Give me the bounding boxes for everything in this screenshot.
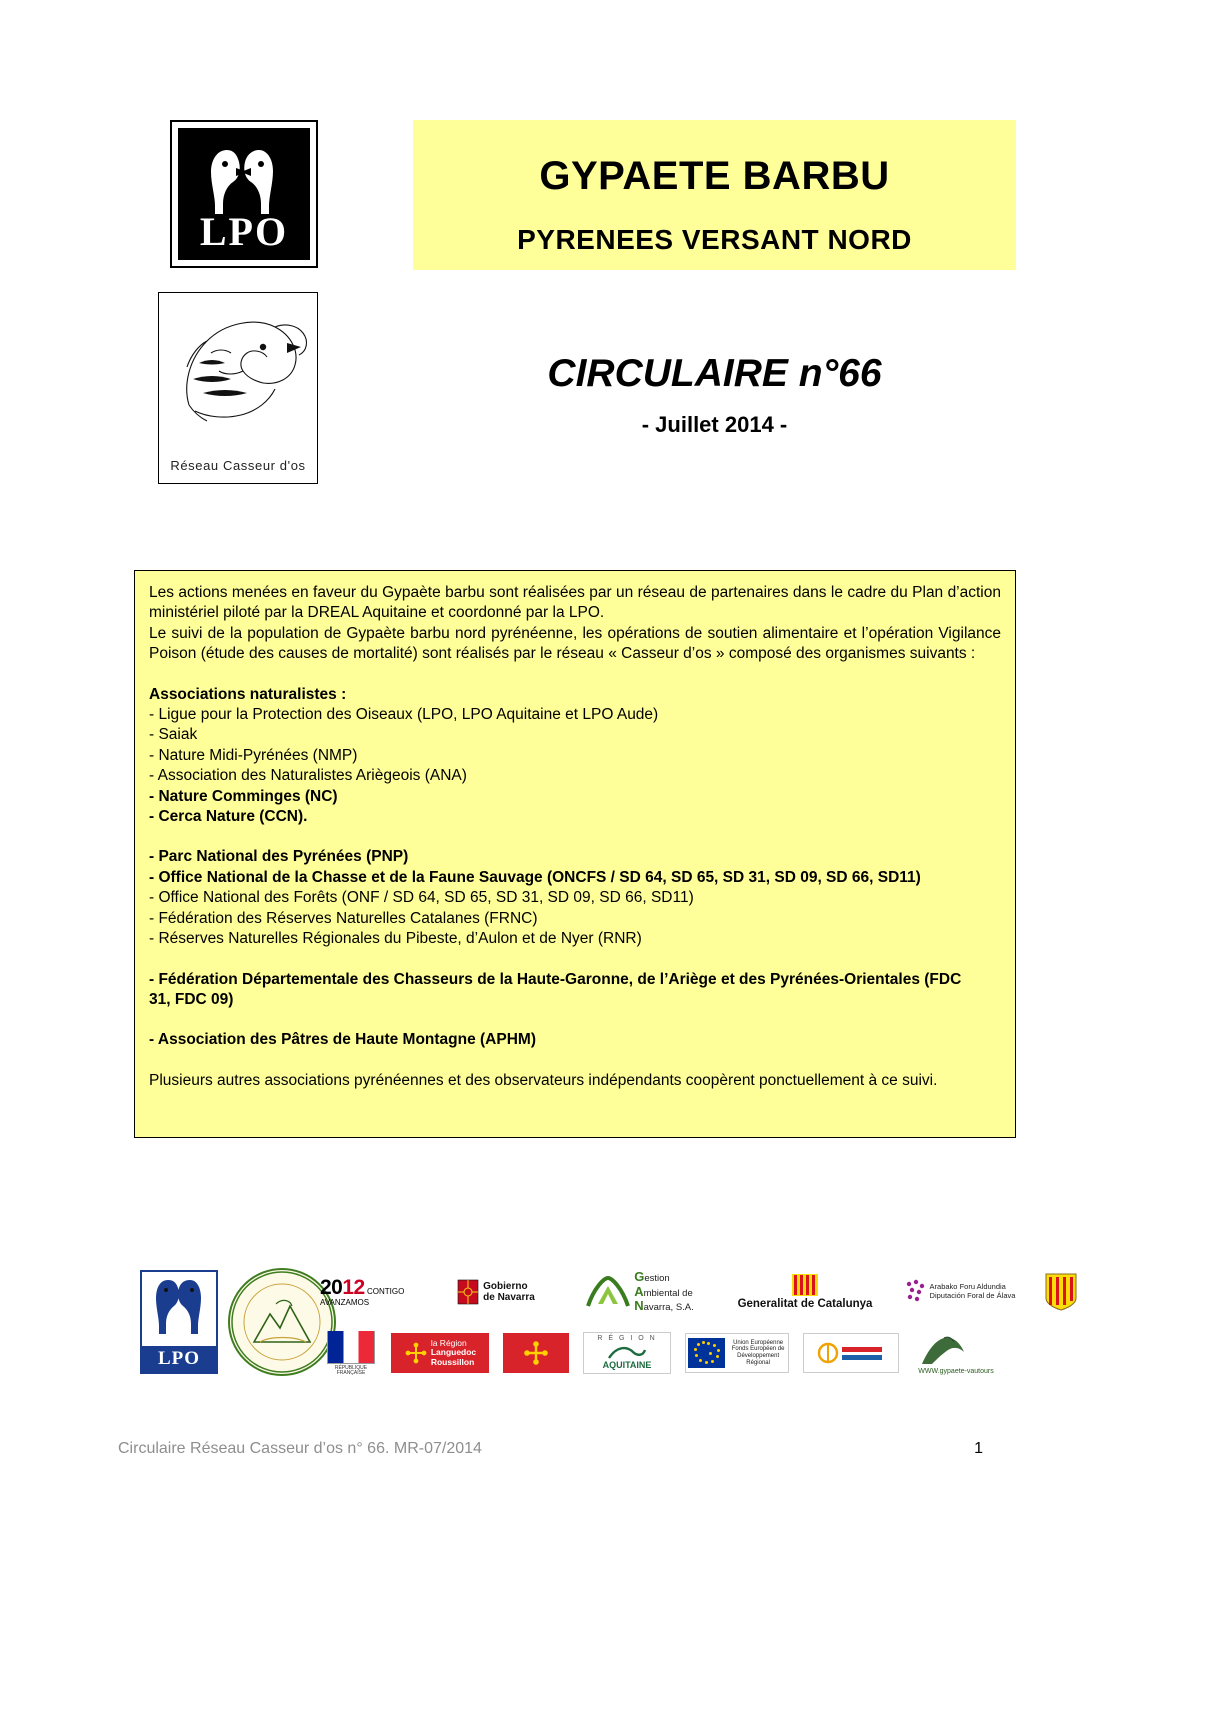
bearded-vulture-head-icon	[159, 293, 317, 453]
badge-2012-year-part2: 12	[342, 1276, 365, 1300]
gan-line3: avarra, S.A.	[643, 1302, 694, 1314]
eu-line2: Fonds Européen de	[731, 1346, 785, 1353]
navarra-line1: Gobierno	[483, 1280, 528, 1292]
spacer	[149, 1051, 1001, 1071]
gan-line2: mbiental de	[643, 1287, 693, 1299]
lr-line3: Roussillon	[430, 1356, 475, 1367]
list-item-fdc-line-1: - Fédération Départementale des Chasseurs de la Haute-Garonne, de l’Ariège et des Pyrénées-Orientales (FDC	[149, 970, 962, 988]
aragon-shield-icon	[1044, 1272, 1078, 1312]
gan-arrow-icon	[586, 1274, 630, 1310]
navarra-line2: de Navarra	[483, 1292, 535, 1303]
lr-line1: la Région	[430, 1337, 467, 1348]
logo-languedoc-roussillon	[391, 1333, 489, 1373]
list-item: - Réserves Naturelles Régionales du Pibeste, d’Aulon et de Nyer (RNR)	[149, 930, 642, 948]
logo-prefecture-france: RÉPUBLIQUE FRANÇAISE	[325, 1331, 377, 1375]
alava-crest-icon	[903, 1279, 927, 1305]
occitan-cross-icon	[521, 1338, 551, 1368]
partner-row-bottom	[120, 1322, 1210, 1384]
logo-badge-2012	[320, 1270, 432, 1314]
list-item: - Ligue pour la Protection des Oiseaux (LPO, LPO Aquitaine et LPO Aude)	[149, 706, 659, 724]
lpo-small-label: LPO	[142, 1346, 216, 1372]
page-title: GYPAETE BARBU	[539, 154, 890, 198]
logo-gan-navarra: Gestion Ambiental de Navarra, S.A.	[560, 1270, 720, 1314]
partner-row-top	[120, 1264, 1210, 1320]
eu-line1: Union Européenne	[733, 1339, 784, 1346]
list-item: - Saiak	[149, 726, 198, 744]
poctefa-icon	[816, 1339, 886, 1367]
gan-line1: estion	[644, 1272, 670, 1284]
partners-info-box	[134, 570, 1016, 1138]
catalunya-label: Generalitat de Catalunya	[737, 1297, 873, 1310]
casseur-dos-logo	[158, 292, 318, 484]
list-item: - Association des Naturalistes Ariègeois (ANA)	[149, 767, 467, 785]
logo-union-europeenne	[685, 1333, 789, 1373]
list-item: - Office National des Forêts (ONF / SD 64, SD 65, SD 31, SD 09, SD 66, SD11)	[149, 889, 694, 907]
spacer	[149, 827, 1001, 847]
vulture-silhouette-icon	[918, 1334, 968, 1368]
logo-escudo-aragon	[1038, 1270, 1084, 1314]
eu-flag-icon	[688, 1338, 725, 1368]
list-item: - Nature Midi-Pyrénées (NMP)	[149, 746, 358, 764]
logo-gobierno-navarra	[442, 1270, 550, 1314]
lpo-logo-inner	[178, 128, 310, 260]
closing-paragraph: Plusieurs autres associations pyrénéennes et des observateurs indépendants coopèrent ponctuellement à ce suivi.	[149, 1071, 938, 1089]
list-item: - Cerca Nature (CCN).	[149, 808, 308, 826]
circulaire-date: - Juillet 2014 -	[641, 412, 788, 437]
casseur-dos-caption: Réseau Casseur d'os	[170, 458, 306, 473]
list-item-aphm: - Association des Pâtres de Haute Montagne (APHM)	[149, 1031, 536, 1049]
alava-line2: Diputación Foral de Álava	[929, 1291, 1016, 1300]
list-item: - Fédération des Réserves Naturelles Catalanes (FRNC)	[149, 909, 538, 927]
aquitaine-swirl-icon	[607, 1344, 647, 1360]
logo-midi-pyrenees	[503, 1333, 569, 1373]
page-footer	[118, 1440, 983, 1458]
badge-2012-line1: CONTIGO	[366, 1287, 405, 1297]
aquitaine-line2: AQUITAINE	[602, 1359, 652, 1370]
alava-line1: Arabako Foru Aldundia	[929, 1282, 1006, 1292]
partner-logos-strip	[120, 1262, 1080, 1390]
logo-diputacion-alava	[890, 1270, 1028, 1314]
navarra-chains-icon	[457, 1279, 479, 1305]
spacer	[149, 1010, 1001, 1030]
french-flag-icon	[327, 1331, 375, 1364]
page-subtitle: PYRENEES VERSANT NORD	[517, 224, 912, 255]
title-band	[413, 120, 1016, 270]
gypa-line1: WWW.	[918, 1368, 940, 1376]
spacer	[149, 665, 1001, 685]
list-item-fdc-line-2: 31, FDC 09)	[149, 990, 234, 1008]
occitan-cross-icon	[404, 1341, 428, 1365]
aquitaine-line1: R É G I O N	[597, 1335, 657, 1343]
badge-2012-line2: AVANZAMOS	[320, 1298, 370, 1308]
gypa-line2: gypaete-vautours	[939, 1368, 994, 1376]
logo-generalitat-catalunya	[730, 1270, 880, 1314]
intro-paragraph-1: Les actions menées en faveur du Gypaète barbu sont réalisées par un réseau de partenaires dans le cadre du Plan d’action ministériel piloté par la DREAL Aquitaine et coordonné par la LPO.	[149, 584, 1001, 622]
eu-line3: Développement Régional	[737, 1353, 780, 1366]
lpo-logo	[170, 120, 318, 268]
circulaire-heading: CIRCULAIRE n°66	[547, 352, 882, 395]
footer-reference: Circulaire Réseau Casseur d’os n° 66. MR-07/2014	[118, 1440, 482, 1457]
page-number: 1	[974, 1440, 983, 1457]
list-item: - Parc National des Pyrénées (PNP)	[149, 848, 409, 866]
intro-paragraph-2: Le suivi de la population de Gypaète barbu nord pyrénéenne, les opérations de soutien alimentaire et l’opération Vigilance Poison (étude des causes de mortalité) sont réalisés par le réseau « Casseur d’os » composé des organismes suivants :	[149, 624, 1001, 663]
list-item: - Office National de la Chasse et de la Faune Sauvage (ONCFS / SD 64, SD 65, SD 31, SD 09, SD 66, SD11)	[149, 868, 921, 886]
list-item: - Nature Comminges (NC)	[149, 787, 338, 805]
lpo-logo-label: LPO	[199, 209, 289, 254]
spacer	[149, 950, 1001, 970]
logo-gypaete-vautours	[913, 1330, 999, 1376]
logo-region-aquitaine	[583, 1332, 671, 1374]
lr-line2: Languedoc	[430, 1347, 477, 1358]
associations-heading: Associations naturalistes :	[149, 685, 347, 703]
catalunya-bars-icon	[792, 1274, 818, 1296]
logo-poctefa	[803, 1333, 899, 1373]
badge-2012-year-part1: 20	[320, 1276, 343, 1300]
